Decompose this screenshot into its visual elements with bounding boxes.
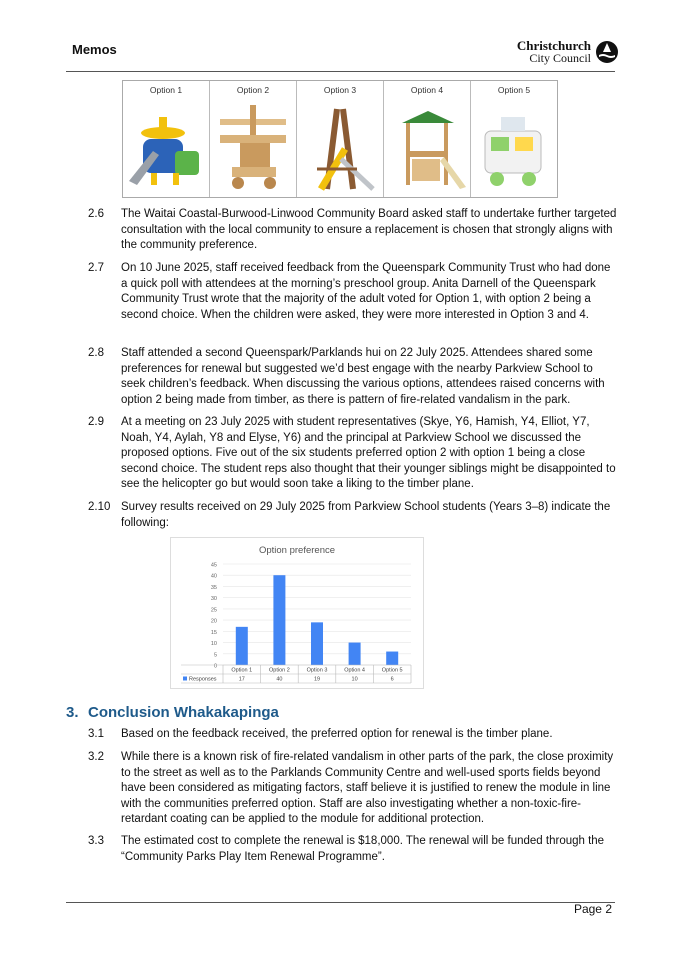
logo-line-2: City Council [529, 51, 591, 65]
paragraph-2-9 [88, 415, 618, 493]
tower-slide-play-module-image [384, 99, 470, 197]
paragraph-2-6 [88, 207, 618, 254]
paragraph-3-2 [88, 750, 618, 828]
y-tick-label: 20 [210, 618, 217, 625]
y-tick-label: 15 [210, 629, 217, 636]
y-tick-label: 40 [210, 573, 217, 580]
x-tick-label: Option 3 [306, 667, 328, 674]
paragraph-2-10 [88, 500, 618, 531]
paragraph-text: At a meeting on 23 July 2025 with student representatives (Skye, Y6, Hamish, Y4, Elliot, Y7, Noah, Y4, Aylah, Y8 and Elyse, Y6) and the principal at Parkview School we discussed the proposed options. Five out of the six students preferred option 2 with option 1 being a close second choice. The student reps also thought that their younger siblings might be disappointed to see the helicopter go but would soon take a liking to the timber plane. [121, 416, 616, 490]
page-number: Page 2 [573, 902, 612, 916]
bar [349, 643, 361, 665]
data-label: 6 [390, 676, 394, 683]
paragraph-text: Based on the feedback received, the preferred option for renewal is the timber plane. [121, 728, 553, 740]
y-tick-label: 25 [210, 607, 217, 614]
chart-canvas [171, 538, 423, 688]
option-label: Option 5 [497, 85, 531, 95]
section-3-heading [66, 704, 279, 721]
y-tick-label: 10 [210, 641, 217, 648]
paragraph-text: Survey results received on 29 July 2025 from Parkview School students (Years 3–8) indicate the following: [121, 501, 611, 529]
vehicle-play-module-image [471, 99, 557, 197]
helicopter-play-module-image [123, 99, 209, 197]
paragraph-number: 3.1 [88, 728, 104, 740]
data-label: 40 [276, 676, 283, 683]
council-emblem-icon [595, 40, 619, 64]
logo-line-1: Christchurch [516, 38, 591, 53]
play-options-figure [122, 80, 558, 198]
data-label: 17 [238, 676, 245, 683]
footer-rule [66, 902, 615, 903]
option-label: Option 2 [236, 85, 270, 95]
x-tick-label: Option 4 [344, 667, 365, 674]
x-tick-label: Option 1 [231, 667, 253, 674]
option-panel-3 [297, 81, 384, 197]
climbing-frame-play-module-image [297, 99, 383, 197]
paragraph-number: 2.8 [88, 347, 104, 359]
paragraph-text: On 10 June 2025, staff received feedback from the Queenspark Community Trust who had done a quick poll with attendees at the morning’s preschool group. Anita Darnell of the Queenspark Community Trust wrote that the majority of the adult voted for Option 1, with option 2 being a second choice. When the children were asked, they were more interested in Option 3 and 4. [121, 262, 611, 321]
paragraph-3-1 [88, 727, 618, 743]
header-rule [66, 71, 615, 72]
y-tick-label: 30 [210, 596, 217, 603]
paragraph-number: 2.10 [88, 501, 111, 513]
option-label: Option 3 [323, 85, 357, 95]
paragraph-text: Staff attended a second Queenspark/Parklands hui on 22 July 2025. Attendees shared some preferences for renewal but suggested we’d best engage with the nearby Parkview School to seek children’s feedback. When discussing the various options, attendees raised concerns with option 2 being made from timber, as there is pattern of fire-related vandalism in the park. [121, 347, 605, 406]
council-logo [517, 40, 619, 64]
paragraph-number: 2.6 [88, 208, 104, 220]
chart-title: Option preference [258, 545, 336, 556]
paragraph-text: The estimated cost to complete the renewal is $18,000. The renewal will be funded through the “Community Parks Play Item Renewal Programme”. [121, 835, 605, 863]
option-label: Option 1 [149, 85, 183, 95]
x-tick-label: Option 5 [381, 667, 403, 674]
paragraph-number: 2.7 [88, 262, 104, 274]
bar [311, 622, 323, 665]
paragraph-3-3 [88, 834, 618, 865]
bar [386, 652, 398, 665]
paragraph-2-7 [88, 261, 618, 323]
paragraph-number: 3.3 [88, 835, 104, 847]
memo-header-title: Memos [72, 42, 117, 57]
timber-plane-play-module-image [210, 99, 296, 197]
bar [236, 627, 248, 665]
data-label: 10 [351, 676, 358, 683]
x-tick-label: Option 2 [269, 667, 290, 674]
paragraph-number: 2.9 [88, 416, 104, 428]
y-tick-label: 0 [213, 663, 217, 670]
paragraph-text: While there is a known risk of fire-related vandalism in other parts of the park, the close proximity to the street as well as to the Parklands Community Centre and well-used sports fields beyond have been considered as mitigating factors, staff believe it is justified to renew the module in line with the communities preferred option. Staff are also investigating whether a non-toxic-fire-retardant coating can be applied to the module for additional protection. [121, 751, 614, 825]
paragraph-2-8 [88, 346, 618, 408]
y-tick-label: 5 [213, 652, 217, 659]
legend-swatch [183, 677, 187, 681]
option-label: Option 4 [410, 85, 444, 95]
option-panel-5 [471, 81, 557, 197]
paragraph-text: The Waitai Coastal-Burwood-Linwood Community Board asked staff to undertake further targeted consultation with the local community to ensure a replacement is chosen that strongly aligns with the community preference. [121, 208, 617, 251]
option-panel-4 [384, 81, 471, 197]
bar [273, 575, 285, 665]
data-label: 19 [313, 676, 321, 683]
legend-entry: Responses [189, 676, 217, 683]
section-number: 3. [66, 704, 79, 721]
option-preference-chart [170, 537, 424, 689]
section-title: Conclusion Whakakapinga [88, 704, 279, 721]
paragraph-number: 3.2 [88, 751, 104, 763]
option-panel-1 [123, 81, 210, 197]
y-tick-label: 35 [210, 584, 217, 591]
y-tick-label: 45 [210, 562, 217, 569]
option-panel-2 [210, 81, 297, 197]
